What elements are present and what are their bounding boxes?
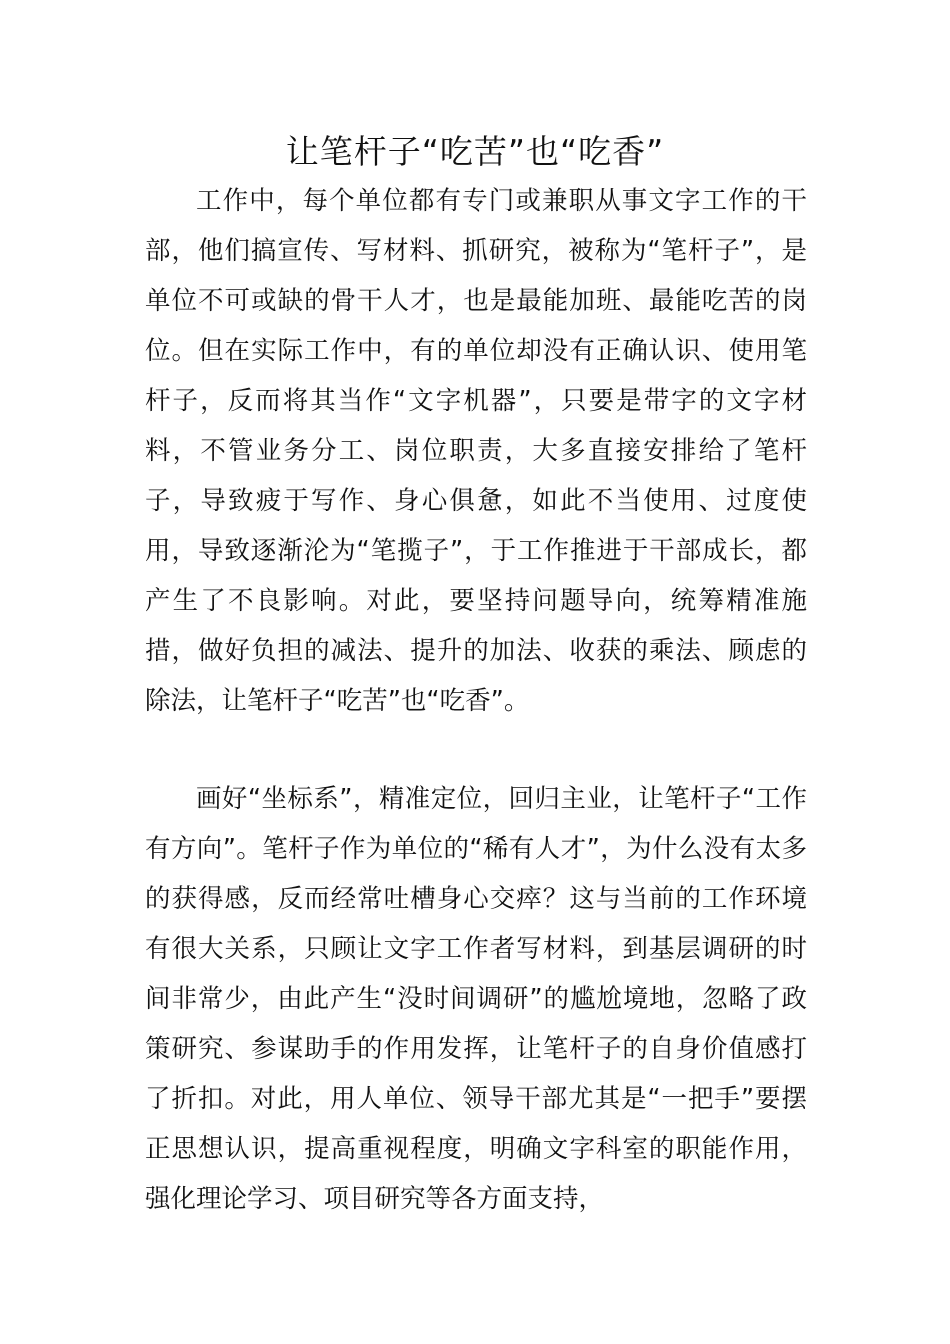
paragraph-2: 画好“坐标系”，精准定位，回归主业，让笔杆子“工作有方向”。笔杆子作为单位的“稀有人才”，为什么没有太多的获得感，反而经常吐槽身心交瘁？这与当前的工作环境有很大关系，只顾让文字工作者写材料，到基层调研的时间非常少，由此产生“没时间调研”的尴尬境地，忽略了政策研究、参谋助手的作用发挥，让笔杆子的自身价值感打了折扣。对此，用人单位、领导干部尤其是“一把手”要摆正思想认识，提高重视程度，明确文字科室的职能作用，强化理论学习、项目研究等各方面支持， [145,784,807,1214]
document-title: 让笔杆子“吃苦”也“吃香” [285,132,665,171]
paragraph-1: 工作中，每个单位都有专门或兼职从事文字工作的干部，他们搞宣传、写材料、抓研究，被称为“笔杆子”，是单位不可或缺的骨干人才，也是最能加班、最能吃苦的岗位。但在实际工作中，有的单位却没有正确认识、使用笔杆子，反而将其当作“文字机器”，只要是带字的文字材料，不管业务分工、岗位职责，大多直接安排给了笔杆子，导致疲于写作、身心俱惫，如此不当使用、过度使用，导致逐渐沦为“笔揽子”，于工作推进于干部成长，都产生了不良影响。对此，要坚持问题导向，统筹精准施措，做好负担的减法、提升的加法、收获的乘法、顾虑的除法，让笔杆子“吃苦”也“吃香”。 [145,186,807,716]
